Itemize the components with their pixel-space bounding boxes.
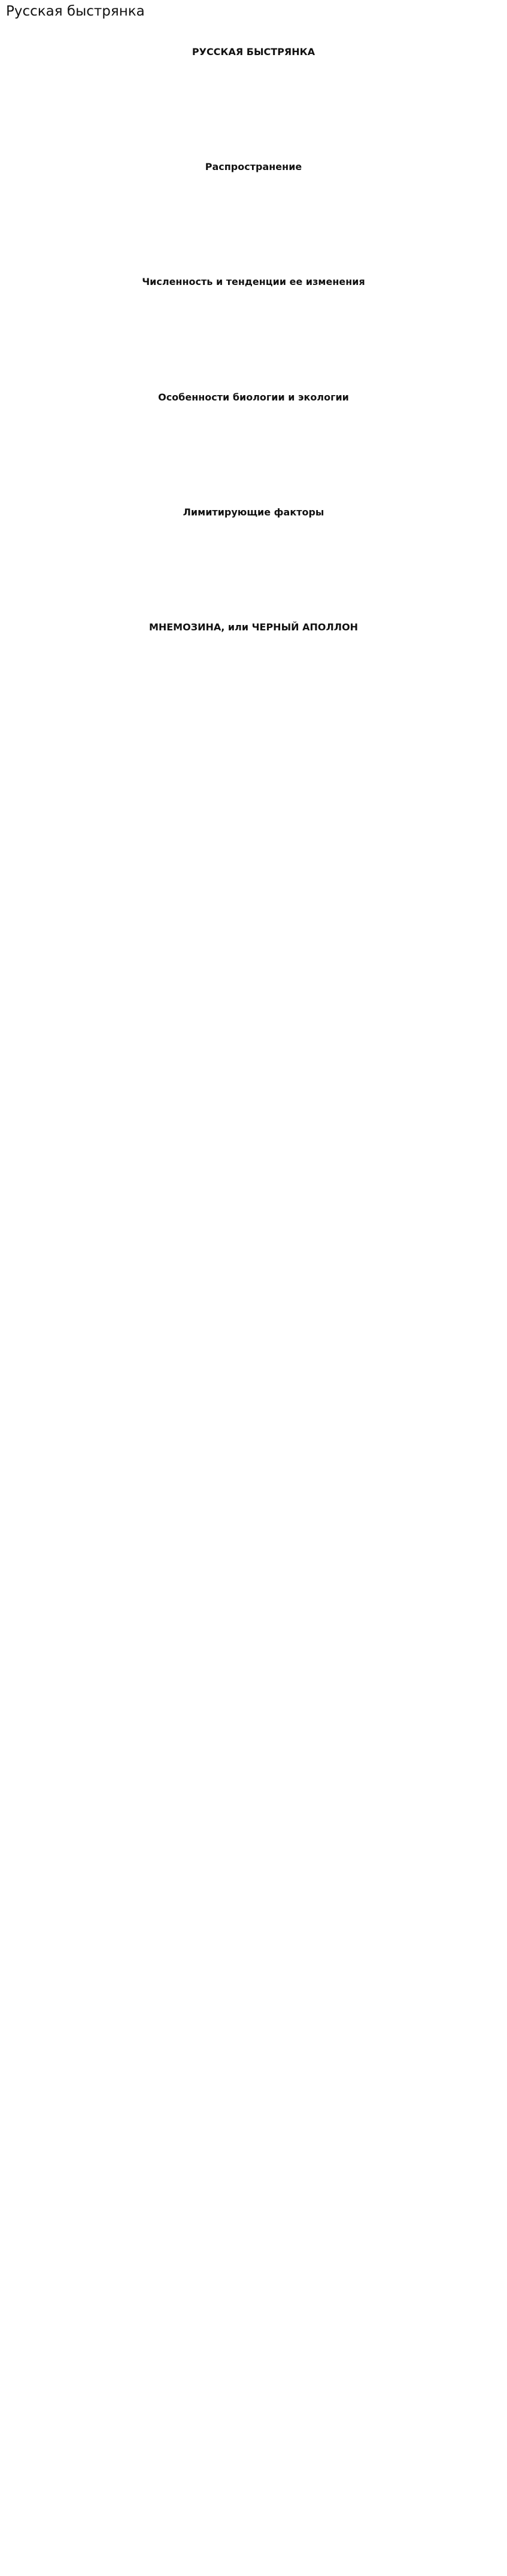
section-heading: Лимитирующие факторы xyxy=(183,506,324,518)
second-species-heading: МНЕМОЗИНА, или ЧЕРНЫЙ АПОЛЛОН xyxy=(148,621,359,633)
section-population-trends xyxy=(6,275,501,289)
document-page xyxy=(0,0,507,633)
section-russian-bystryanka xyxy=(6,45,501,59)
section-heading: Распространение xyxy=(205,160,302,172)
section-heading: Численность и тенденции ее изменения xyxy=(142,276,365,288)
section-heading: Особенности биологии и экологии xyxy=(158,391,349,403)
section-biology-ecology xyxy=(6,391,501,404)
document-title: Русская быстрянка xyxy=(6,4,145,19)
section-limiting-factors xyxy=(6,506,501,519)
section-distribution xyxy=(6,160,501,174)
section-heading: РУССКАЯ БЫСТРЯНКА xyxy=(192,45,315,57)
